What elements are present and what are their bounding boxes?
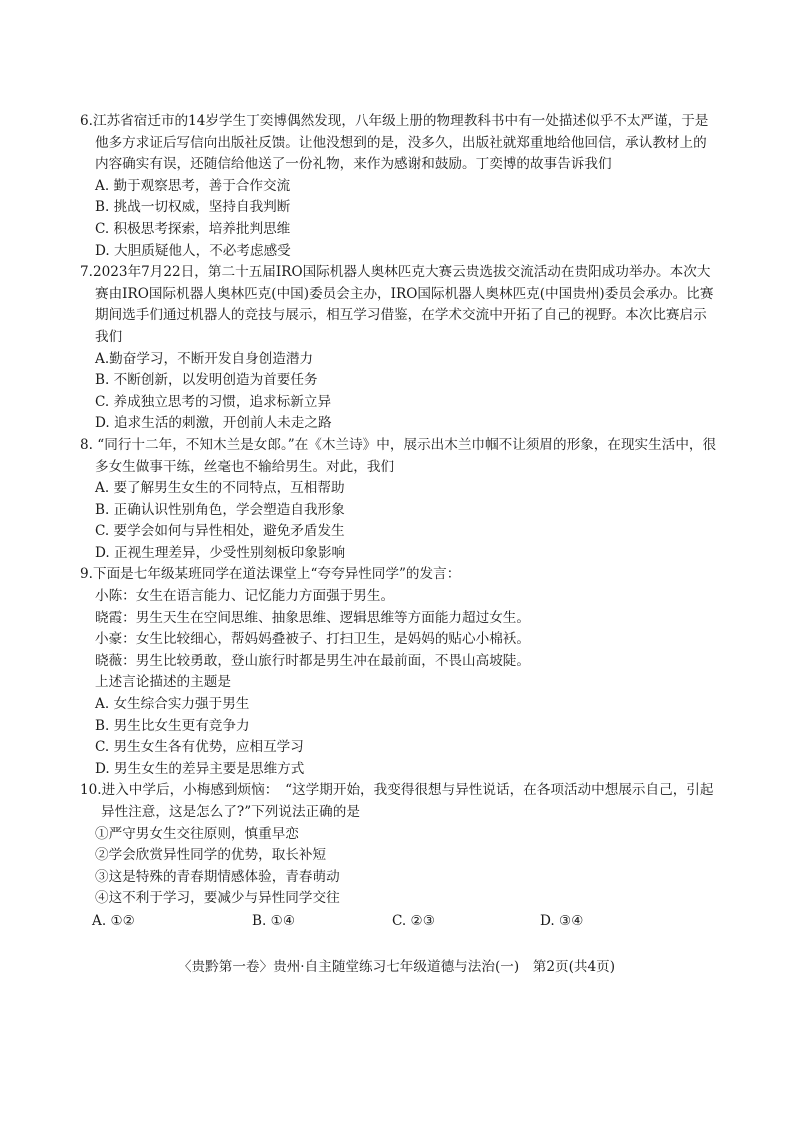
option-row <box>92 911 720 933</box>
option-d: D. 男生女生的差异主要是思维方式 <box>95 760 305 777</box>
question-10 <box>80 780 720 932</box>
option-b: B. 不断创新，以发明创造为首要任务 <box>95 372 318 389</box>
question-7 <box>80 262 720 435</box>
option-d: D. 大胆质疑他人，不必考虑感受 <box>95 242 291 259</box>
statement-4: ④这不利于学习，要减少与异性同学交往 <box>95 890 340 907</box>
option-a: A. 要了解男生女生的不同特点，互相帮助 <box>95 480 345 497</box>
question-stem: 9.下面是七年级某班同学在道法课堂上“夸夸异性同学”的发言： <box>80 566 461 583</box>
quote-line: 晓霞：男生天生在空间思维、抽象思维、逻辑思维等方面能力超过女生。 <box>95 609 530 626</box>
option-b: B. 挑战一切权威，坚持自我判断 <box>95 199 291 216</box>
option-d: D. ③④ <box>540 912 584 929</box>
page-footer: 〈贵黔第一卷〉贵州·自主随堂练习七年级道德与法治(一) 第2页(共4页) <box>177 959 616 975</box>
option-a: A. ①② <box>92 912 135 929</box>
question-8 <box>80 435 720 565</box>
option-d: D. 追求生活的刺激，开创前人未走之路 <box>95 415 332 432</box>
question-list <box>80 111 720 933</box>
question-stem: 6.江苏省宿迁市的14岁学生丁奕博偶然发现，八年级上册的物理教科书中有一处描述似乎不太严谨，于是他多方求证后写信向出版社反馈。让他没想到的是，没多久，出版社就郑重地给他回信，承认教材上的内容确实有误，还随信给他送了一份礼物，来作为感谢和鼓励。丁奕博的故事告诉我们 <box>80 113 709 173</box>
option-c: C. 积极思考探索，培养批判思维 <box>95 220 291 237</box>
option-d: D. 正视生理差异，少受性别刻板印象影响 <box>95 544 346 561</box>
statement-1: ①严守男女生交往原则，慎重早恋 <box>95 825 299 842</box>
statement-2: ②学会欣赏异性同学的优势，取长补短 <box>95 847 327 864</box>
option-b: B. 正确认识性别角色，学会塑造自我形象 <box>95 501 345 518</box>
question-stem: 8. “同行十二年，不知木兰是女郎。”在《木兰诗》中，展示出木兰巾帼不让须眉的形象，在现实生活中，很多女生做事干练，丝毫也不输给男生。对此，我们 <box>80 436 717 475</box>
option-a: A. 女生综合实力强于男生 <box>95 696 250 713</box>
question-6 <box>80 111 720 262</box>
quote-line: 小豪：女生比较细心，帮妈妈叠被子、打扫卫生，是妈妈的贴心小棉袄。 <box>95 631 530 648</box>
question-stem: 7.2023年7月22日，第二十五届IRO国际机器人奥林匹克大赛云贵选拔交流活动在贵阳成功举办。本次大赛由IRO国际机器人奥林匹克(中国)委员会主办，IRO国际机器人奥林匹克(中国贵州)委员会承办。比赛期间选手们通过机器人的竞技与展示，相互学习借鉴，在学术交流中开拓了自己的视野。本次比赛启示我们 <box>80 264 714 345</box>
question-9 <box>80 564 720 780</box>
quote-line: 晓薇：男生比较勇敢，登山旅行时都是男生冲在最前面，不畏山高坡陡。 <box>95 652 530 669</box>
option-c: C. ②③ <box>392 912 435 929</box>
statement-3: ③这是特殊的青春期情感体验，青春萌动 <box>95 868 340 885</box>
option-b: B. 男生比女生更有竞争力 <box>95 717 250 734</box>
option-c: C. 男生女生各有优势，应相互学习 <box>95 739 304 756</box>
option-c: C. 养成独立思考的习惯，追求标新立异 <box>95 393 332 410</box>
option-a: A. 勤于观察思考，善于合作交流 <box>95 177 291 194</box>
question-prompt: 上述言论描述的主题是 <box>95 674 231 691</box>
option-c: C. 要学会如何与异性相处，避免矛盾发生 <box>95 523 345 540</box>
option-b: B. ①④ <box>252 912 296 929</box>
option-a: A.勤奋学习，不断开发自身创造潜力 <box>95 350 314 367</box>
question-stem: 10.进入中学后，小梅感到烦恼： “这学期开始，我变得很想与异性说话，在各项活动中想展示自己，引起异性注意，这是怎么了?”下列说法正确的是 <box>80 782 714 820</box>
quote-line: 小陈：女生在语言能力、记忆能力方面强于男生。 <box>95 588 395 605</box>
